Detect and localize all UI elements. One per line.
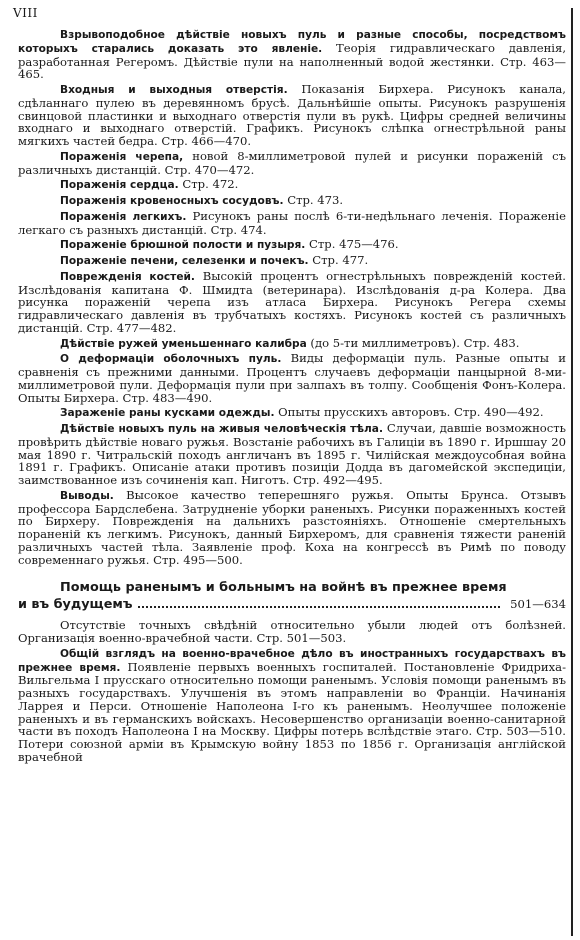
section-page-range: 501—634	[510, 597, 566, 612]
entry-text: Высокій процентъ огнестрѣльныхъ поврежденій костей. Изслѣдованія капитана Ф. Шмидта (ветеринара). Изслѣдованія д-ра Колера. Два рисунка пораженій черепа изъ атласа Бирхера. Рисунокъ Регера схемы гидравлическаго давленія въ трубчатыхъ костяхъ. Рисунокъ костей съ различныхъ дистанцій. Стр. 477—482.	[18, 268, 566, 335]
contents-entry	[18, 422, 566, 487]
contents-entries-group-2	[18, 619, 566, 763]
entry-heading: Пораженіе брюшной полости и пузыря.	[60, 239, 306, 252]
entry-text: Теорія гидравлическаго давленія, разработанная Регеромъ. Дѣйствіе пули на наполненный водой жестянки. Стр. 463—465.	[18, 40, 566, 82]
contents-entry	[18, 647, 566, 764]
entry-text: (до 5-ти миллиметровъ). Стр. 483.	[306, 335, 520, 350]
entry-text: Отсутствіе точныхъ свѣдѣній относительно убыли людей отъ болѣзней. Организація военно-врачебной части. Стр. 501—503.	[18, 618, 566, 645]
entry-text: Опыты прусскихъ авторовъ. Стр. 490—492.	[274, 405, 544, 420]
contents-entry	[18, 489, 566, 567]
contents-entry	[18, 178, 566, 192]
contents-entry	[18, 150, 566, 177]
entry-heading: Пораженія легкихъ.	[60, 210, 187, 223]
entry-heading: Взрывоподобное дѣйствіе новыхъ пуль и разные способы, посредствомъ которыхъ старались доказать это явленіе.	[18, 29, 566, 55]
contents-entry	[18, 28, 566, 81]
contents-entry	[18, 352, 566, 404]
entry-text: Стр. 472.	[178, 177, 239, 192]
dot-leader	[138, 606, 500, 608]
entry-heading: Зараженіе раны кусками одежды.	[60, 407, 275, 420]
entry-text: новой 8-миллиметровой пулей и рисунки пораженій съ различныхъ дистанцій. Стр. 470—472.	[18, 148, 566, 177]
section-title-line-2	[18, 596, 566, 613]
contents-body	[18, 28, 566, 766]
contents-entry	[18, 254, 566, 268]
entry-heading: Дѣйствіе ружей уменьшеннаго калибра	[60, 337, 307, 350]
entry-text: Виды деформаціи пуль. Разные опыты и сравненія съ прежними данными. Процентъ случаевъ деформаціи панцырной 8-ми-миллиметровой пули. Деформація пули при залпахъ въ толпу. Сообщенія Фонъ-Колера. Опыты Бирхера. Стр. 483—490.	[18, 351, 566, 405]
entry-text: Стр. 477.	[308, 253, 369, 267]
page-number: VIII	[13, 6, 38, 20]
contents-entry	[18, 194, 566, 208]
entry-heading: Пораженія черепа,	[60, 150, 184, 163]
contents-entry	[18, 238, 566, 252]
section-title-end: и въ будущемъ	[18, 597, 133, 613]
section-title-line-1: Помощь раненымъ и больнымъ на войнѣ въ прежнее время	[60, 580, 507, 596]
entry-heading: Выводы.	[60, 489, 114, 502]
entry-heading: Поврежденія костей.	[60, 270, 195, 283]
contents-entry	[18, 619, 566, 645]
entry-heading: Пораженія сердца.	[60, 179, 179, 192]
entry-heading: Входныя и выходныя отверстія.	[60, 84, 288, 96]
entry-heading: Общій взглядъ на военно-врачебное дѣло въ иностранныхъ государствахъ въ прежнее время.	[18, 647, 566, 674]
entry-heading: Дѣйствіе новыхъ пуль на живыя человѣческія тѣла.	[60, 423, 383, 435]
entry-heading: Пораженіе печени, селезенки и почекъ.	[60, 255, 309, 267]
contents-entry	[18, 83, 566, 148]
entry-heading: О деформаціи оболочныхъ пуль.	[60, 353, 282, 366]
entry-text: Рисунокъ раны послѣ 6-ти-недѣльнаго леченія. Пораженіе легкаго съ разныхъ дистанцій. Стр. 474.	[18, 208, 566, 237]
entry-text: Высокое качество теперешняго ружья. Опыты Брунса. Отзывъ профессора Бардслебена. Затрудненіе уборки раненыхъ. Рисунки пораженныхъ костей по Бирхеру. Поврежденія на дальнихъ разстояніяхъ. Отношеніе смертельныхъ пораненій къ легкимъ. Рисунокъ, данный Бирхеромъ, для сравненія тяжести раненій различныхъ частей тѣла. Заявленіе проф. Коха на конгрессѣ въ Римѣ по поводу современнаго ружья. Стр. 495—500.	[18, 487, 566, 567]
contents-entry	[18, 406, 566, 420]
right-margin-rule	[571, 8, 573, 936]
contents-entry	[18, 270, 566, 335]
contents-entries-group-1	[18, 28, 566, 566]
entry-text: Случаи, давшіе возможность провѣрить дѣйствіе новаго ружья. Возстаніе рабочихъ въ Галиціи въ 1890 г. Иршшау 20 мая 1890 г. Читральскій походъ англичанъ въ 1895 г. Чилійская междоусобная война 1891 г. Графикъ. Описаніе атаки противъ позиціи Додда въ дагомейской экспедиціи, заимствованное изъ сочиненія кап. Ниготъ. Стр. 492—495.	[18, 421, 566, 487]
contents-entry	[18, 337, 566, 351]
entry-text: Стр. 475—476.	[305, 237, 399, 252]
entry-text: Показанія Бирхера. Рисунокъ канала, сдѣланнаго пулею въ деревянномъ брусѣ. Дальнѣйшіе опыты. Рисунокъ разрушенія свинцовой пластинки и выходнаго отверстія пули въ рукѣ. Цифры средней величины входнаго и выходнаго отверстій. Графикъ. Рисунокъ слѣпка огнестрѣльной раны мягкихъ частей бедра. Стр. 466—470.	[18, 82, 566, 148]
entry-text: Появленіе первыхъ военныхъ госпиталей. Постановленіе Фридриха-Вильгельма I прусскаго относительно помощи раненымъ. Условія помощи раненымъ въ разныхъ государствахъ. Улучшенія въ этомъ направленіи во Франціи. Начинанія Ларрея и Перси. Отношеніе Наполеона I-го къ раненымъ. Неолучшее положеніе раненыхъ и въ германскихъ войскахъ. Несовершенство организаціи военно-санитарной части въ походъ Наполеона I на Москву. Цифры потерь вслѣдствіе этаго. Стр. 503—510. Потери союзной арміи въ Крымскую войну 1853 по 1856 г. Организація англійской врачебной	[18, 659, 566, 764]
entry-heading: Пораженія кровеносныхъ сосудовъ.	[60, 195, 284, 207]
contents-entry	[18, 210, 566, 237]
section-heading	[18, 580, 566, 613]
entry-text: Стр. 473.	[283, 193, 344, 207]
